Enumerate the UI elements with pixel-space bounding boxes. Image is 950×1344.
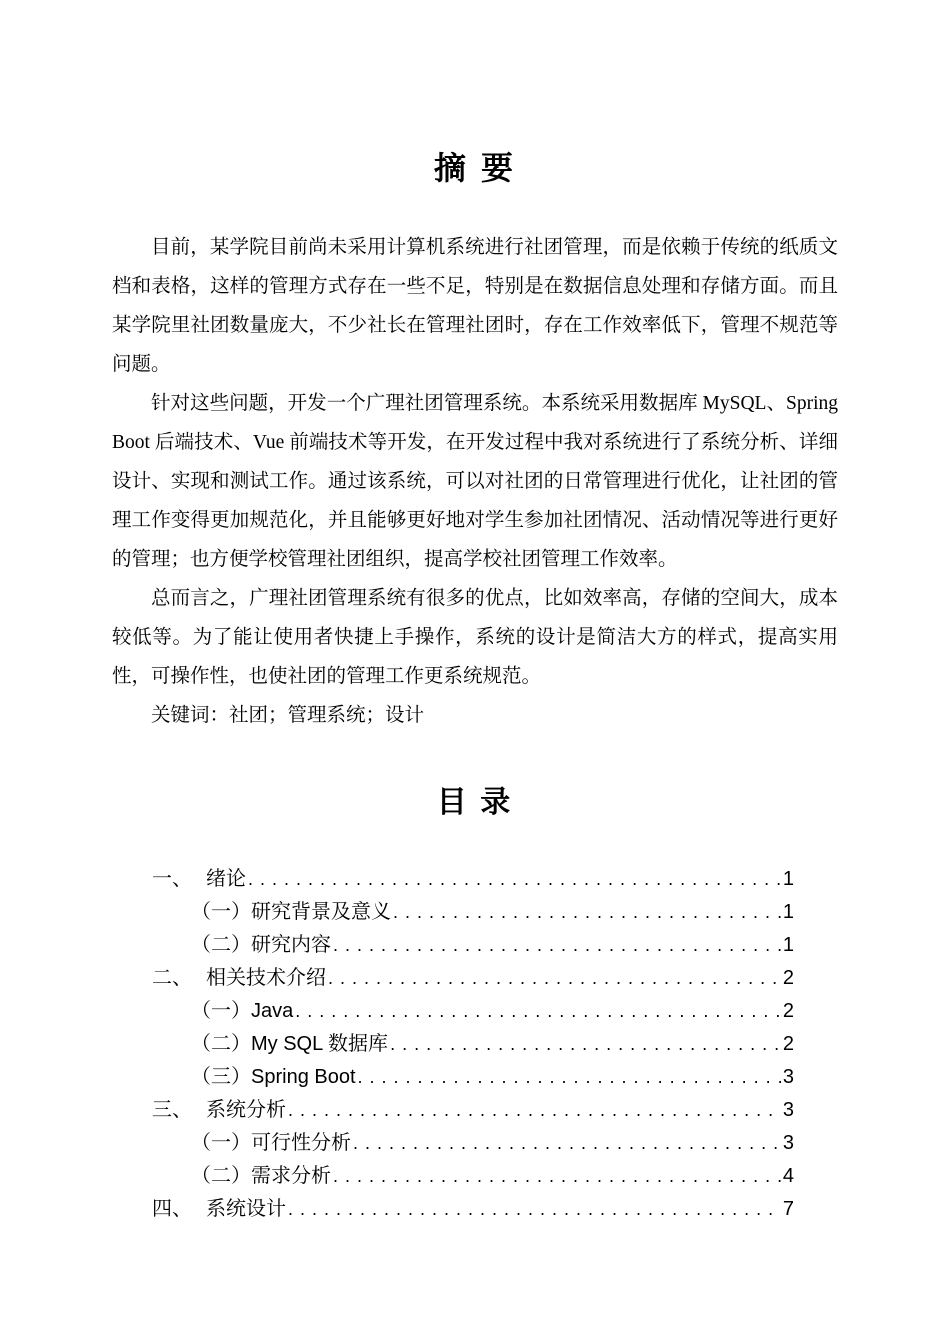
toc-entry — [112, 1094, 794, 1127]
toc-entry-number: （二） — [191, 1033, 251, 1055]
toc-entry-page: 7 — [782, 1198, 794, 1220]
toc-entry — [112, 896, 794, 929]
toc-entry-number: （一） — [191, 901, 251, 923]
keywords-line: 关键词：社团；管理系统；设计 — [151, 705, 425, 726]
toc-entry-page: 4 — [782, 1165, 794, 1187]
toc-leader-dots — [393, 896, 781, 929]
toc-entry-number: （二） — [191, 934, 251, 956]
toc-entry-label: 可行性分析 — [251, 1132, 351, 1154]
abstract-paragraph-3: 总而言之，广理社团管理系统有很多的优点，比如效率高，存储的空间大，成本较低等。为了能让使用者快捷上手操作，系统的设计是简洁大方的样式，提高实用性，可操作性，也使社团的管理工作更系统规范。 — [112, 588, 838, 687]
toc-leader-dots — [248, 863, 781, 896]
toc-leader-dots — [288, 1193, 781, 1226]
toc-entry — [112, 1193, 794, 1226]
abstract-paragraph-1: 目前，某学院目前尚未采用计算机系统进行社团管理，而是依赖于传统的纸质文档和表格，这样的管理方式存在一些不足，特别是在数据信息处理和存储方面。而且某学院里社团数量庞大，不少社长在管理社团时，存在工作效率低下，管理不规范等问题。 — [112, 237, 838, 375]
toc-entry-page: 1 — [782, 934, 794, 956]
toc-entry — [112, 1160, 794, 1193]
toc-leader-dots — [288, 1094, 781, 1127]
toc-leader-dots — [353, 1127, 781, 1160]
toc-list — [112, 863, 838, 1226]
toc-entry-number: 四、 — [152, 1198, 192, 1220]
toc-entry-page: 2 — [782, 1033, 794, 1055]
toc-entry-label: 研究内容 — [251, 934, 331, 956]
toc-entry-page: 3 — [782, 1066, 794, 1088]
abstract-paragraph-2: 针对这些问题，开发一个广理社团管理系统。本系统采用数据库 MySQL、Spring Boot 后端技术、Vue 前端技术等开发，在开发过程中我对系统进行了系统分析、详细设计、实现和测试工作。通过该系统，可以对社团的日常管理进行优化，让社团的管理工作变得更加规范化，并且能够更好地对学生参加社团情况、活动情况等进行更好的管理；也方便学校管理社团组织，提高学校社团管理工作效率。 — [112, 393, 838, 570]
toc-entry — [112, 863, 794, 896]
toc-leader-dots — [390, 1028, 781, 1061]
toc-entry-label: My SQL 数据库 — [251, 1033, 389, 1055]
toc-entry-label: 绪论 — [206, 868, 246, 890]
toc-leader-dots — [333, 1160, 781, 1193]
toc-entry — [112, 929, 794, 962]
toc-leader-dots — [328, 962, 781, 995]
toc-leader-dots — [295, 995, 781, 1028]
toc-entry — [112, 1028, 794, 1061]
abstract-title: 摘 要 — [434, 150, 516, 186]
toc-entry-page: 2 — [782, 1000, 794, 1022]
toc-entry-page: 3 — [782, 1099, 794, 1121]
toc-title: 目 录 — [436, 786, 514, 819]
toc-entry-page: 1 — [782, 868, 794, 890]
toc-entry — [112, 995, 794, 1028]
toc-entry — [112, 1061, 794, 1094]
toc-entry-label: 研究背景及意义 — [251, 901, 391, 923]
toc-entry-page: 2 — [782, 967, 794, 989]
toc-entry-number: （一） — [191, 1000, 251, 1022]
abstract-body — [112, 228, 838, 783]
toc-entry-page: 1 — [782, 901, 794, 923]
toc-entry-number: 一、 — [152, 868, 192, 890]
toc-entry-label: Spring Boot — [251, 1066, 356, 1088]
toc-entry-number: （三） — [191, 1066, 251, 1088]
toc-entry-label: Java — [251, 1000, 294, 1022]
toc-entry-number: 三、 — [152, 1099, 192, 1121]
toc-entry-label: 需求分析 — [251, 1165, 331, 1187]
toc-entry — [112, 1127, 794, 1160]
toc-leader-dots — [358, 1061, 781, 1094]
toc-leader-dots — [333, 929, 781, 962]
toc-entry-page: 3 — [782, 1132, 794, 1154]
toc-entry — [112, 962, 794, 995]
toc-entry-number: （一） — [191, 1132, 251, 1154]
toc-entry-number: （二） — [191, 1165, 251, 1187]
toc-entry-label: 系统分析 — [206, 1099, 286, 1121]
toc-entry-number: 二、 — [152, 967, 192, 989]
toc-entry-label: 相关技术介绍 — [206, 967, 326, 989]
toc-entry-label: 系统设计 — [206, 1198, 286, 1220]
